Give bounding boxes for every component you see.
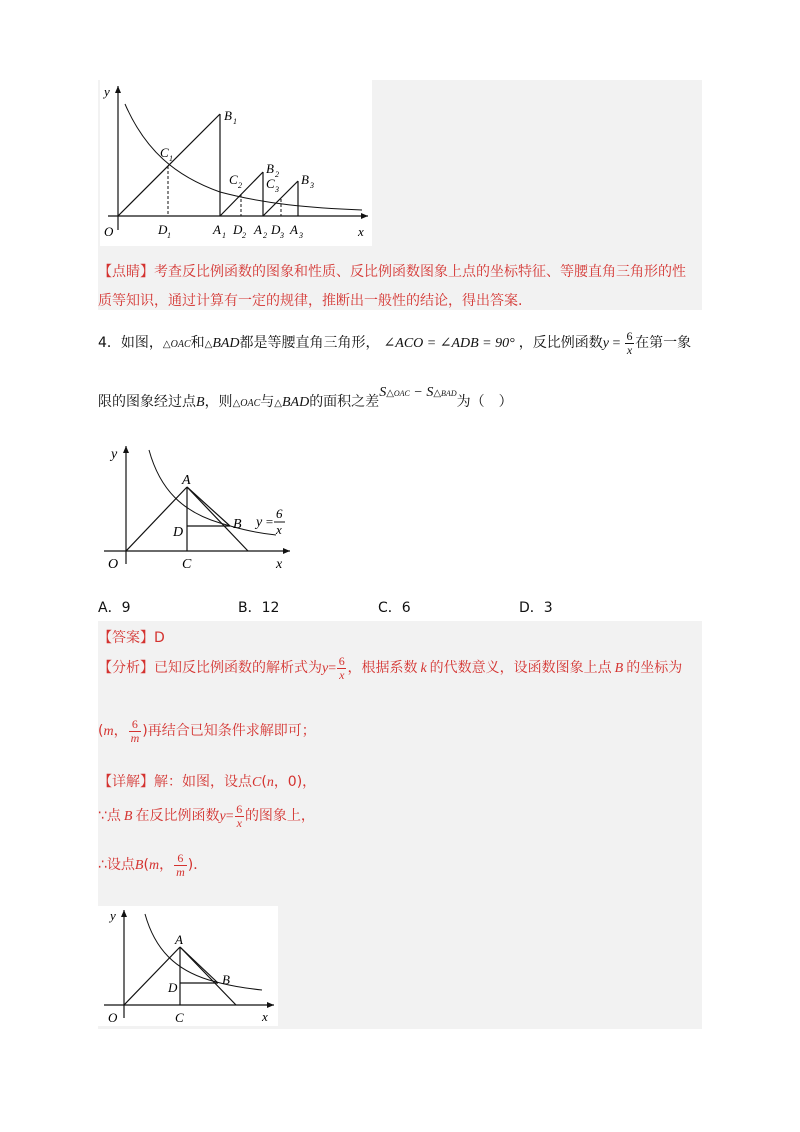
svg-text:2: 2 [263,231,267,240]
svg-text:x: x [276,522,282,537]
x-axis-label: x [358,224,364,239]
angle-equation: ∠ACO = ∠ADB = 90° [383,336,515,352]
label-a3: A [290,222,298,237]
option-b[interactable]: B．12 [238,600,280,616]
svg-text:1: 1 [222,231,226,240]
svg-text:1: 1 [169,154,173,163]
svg-text:3: 3 [310,181,314,190]
detail-line-3: ∴设点B(m， $\frac{6}{m}$ )． [98,851,208,879]
analysis-line-1: 【分析】已知反比例函数的解析式为y= $\frac{6}{x}$ ，根据系数 k 的代数意义，设函数图象上点 B 的坐标为 [98,654,683,682]
label-d3: D [271,222,281,237]
label-b: B [233,517,242,532]
analysis-label: 【分析】 [98,660,154,677]
y-axis-label: y [111,447,118,462]
detail-line-1: 【详解】解：如图，设点C(n，0)， [98,774,317,790]
svg-text:3: 3 [280,231,284,240]
origin-label: O [108,557,119,572]
label-d1: D [158,222,168,237]
label-c2: C [229,172,238,187]
svg-text:2: 2 [275,170,279,179]
curve-label: y [256,515,263,530]
svg-text:=: = [265,514,274,529]
answer-label: 【答案】 [98,630,154,646]
label-a2: A [254,222,262,237]
svg-text:1: 1 [167,231,171,240]
svg-text:2: 2 [238,181,242,190]
answer-line [98,627,702,647]
x-axis-label: x [262,1009,268,1024]
label-c: C [182,557,192,572]
detail-line-2: ∵点 B 在反比例函数y= $\frac{6}{x}$ 的图象上， [98,802,315,830]
option-d[interactable]: D．3 [519,600,553,616]
option-a[interactable]: A．9 [98,600,131,616]
svg-text:1: 1 [233,117,237,126]
option-c[interactable]: C．6 [378,600,411,616]
origin-label: O [108,1010,118,1025]
dianjing-label: 【点睛】 [98,264,154,280]
label-d2: D [233,222,243,237]
question-number: 4．如图， [98,335,163,352]
origin-label: O [104,224,114,239]
detail-label: 【详解】 [98,774,154,790]
dianjing-text: 考查反比例函数的图象和性质、反比例函数图象上点的坐标特征、等腰直角三角形的性 [154,264,686,280]
question-4-line-2: 限的图象经过点B，则△OAC与△BAD的面积之差S△OAC − S△BAD为（ ） [98,385,513,410]
area-difference: S△OAC − S△BAD [379,385,457,400]
analysis-line-2: (m， $\frac{6}{m}$ )再结合已知条件求解即可； [98,717,316,745]
label-a: A [175,932,183,947]
label-a1: A [213,222,221,237]
label-b2: B [266,161,274,176]
label-b3: B [301,172,309,187]
label-c3: C [266,176,275,191]
question-4-figure [98,440,298,572]
svg-text:2: 2 [242,231,246,240]
label-d: D [173,525,184,540]
dianjing-line-2: 质等知识，通过计算有一定的规律，推断出一般性的结论，得出答案. [98,293,523,309]
sawtooth-figure [100,80,372,246]
svg-text:6: 6 [276,506,283,521]
dianjing-line-1 [98,261,702,281]
solution-figure [98,906,278,1026]
question-4-line-1: 4．如图，△OAC和△BAD都是等腰直角三角形， ∠ACO = ∠ADB = 90° ，反比例函数y = $\frac{6}{x}$ 在第一象 [98,329,692,357]
x-axis-label: x [276,557,283,572]
label-a: A [182,473,191,488]
function-fraction: $\frac{6}{x}$ [626,329,633,357]
label-d: D [168,980,178,995]
svg-text:3: 3 [275,185,279,194]
y-axis-label: y [110,908,116,923]
label-c: C [175,1010,184,1025]
svg-text:3: 3 [299,231,303,240]
label-b1: B [224,108,232,123]
label-b: B [222,972,230,987]
y-axis-label: y [104,84,110,99]
answer-value: D [154,630,165,646]
label-c1: C [160,145,169,160]
